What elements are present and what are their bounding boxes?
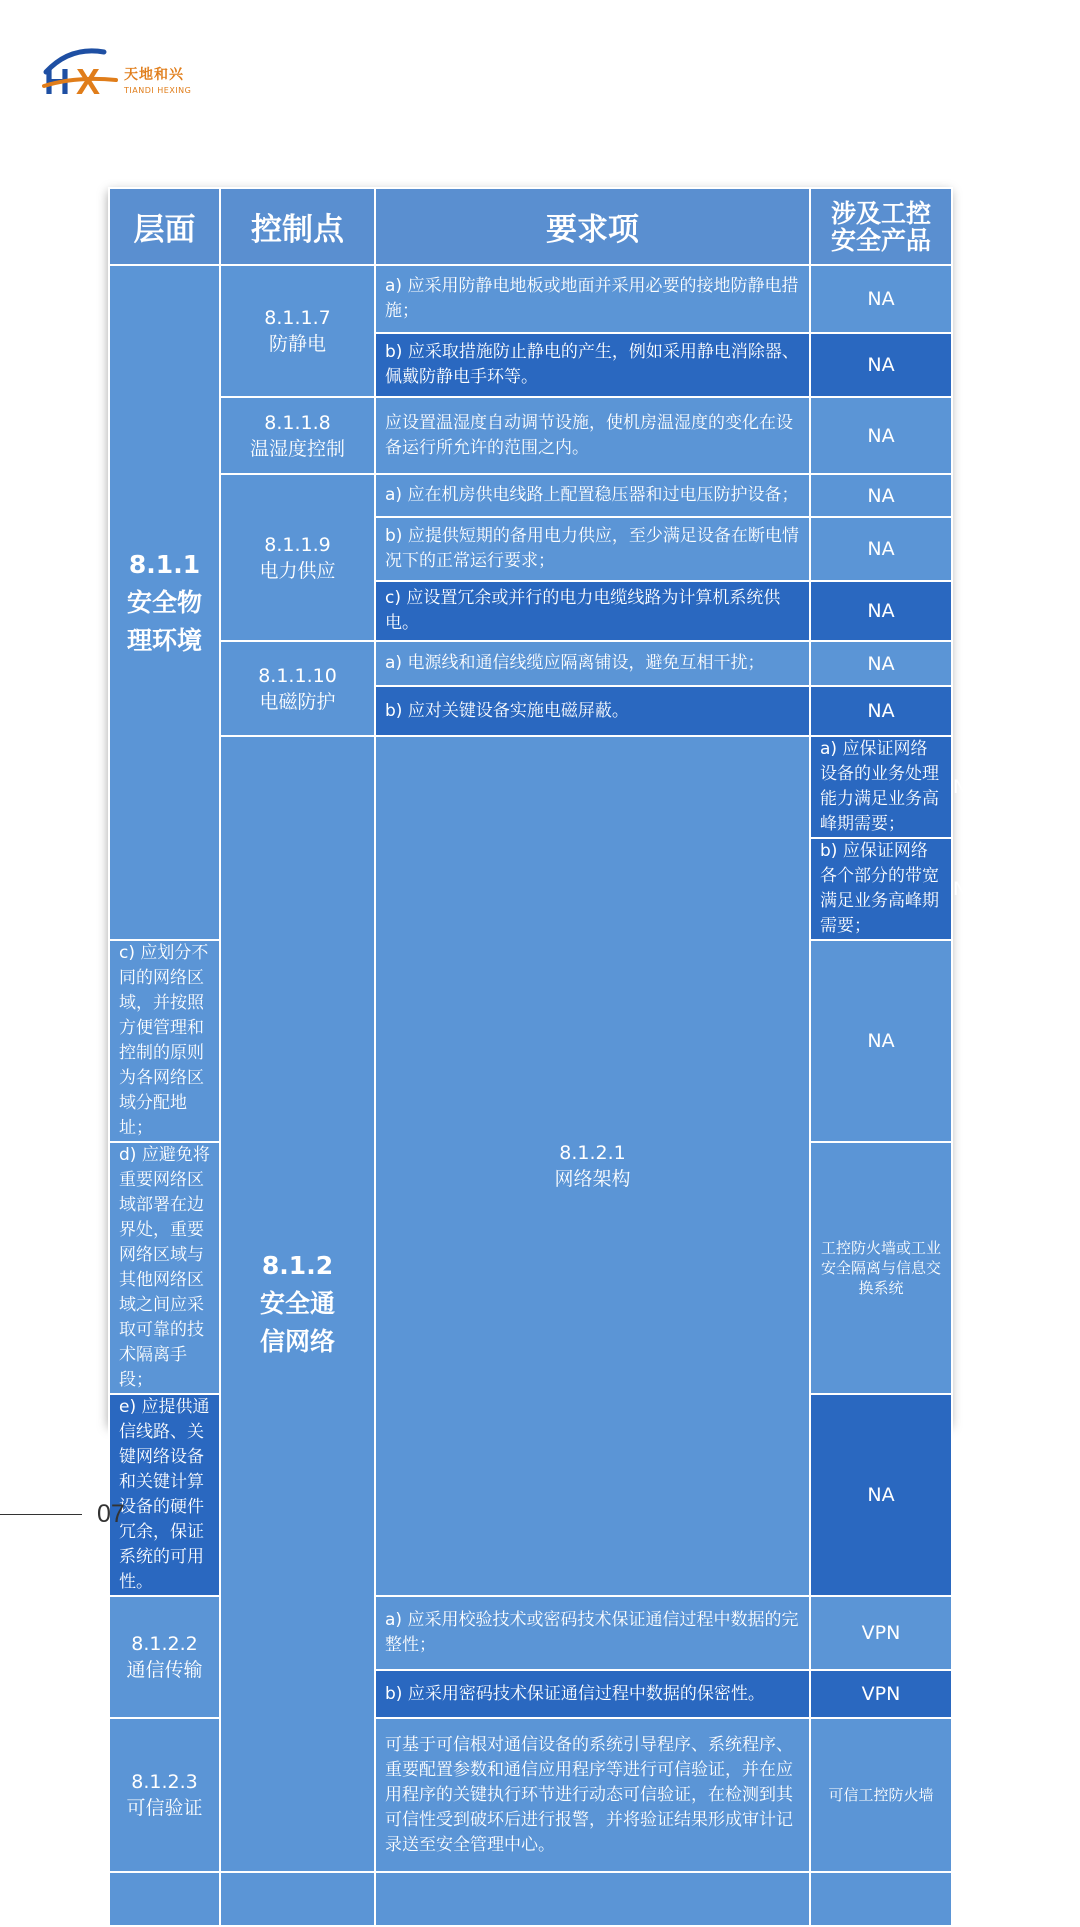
control-point-cell: 8.1.1.9 电力供应 [220,474,375,641]
product-cell: NA [810,333,952,397]
table-row [109,265,952,333]
requirement-cell: b) 应采取措施防止静电的产生，例如采用静电消除器、佩戴防静电手环等。 [375,333,810,397]
layer-cell: 8.1.2 安全通 信网络 [220,736,375,1872]
requirement-cell: d) 应避免将重要网络区域部署在边界处，重要网络区域与其他网络区域之间应采取可靠的技术隔离手段； [109,1142,220,1394]
requirement-cell: 可基于可信根对通信设备的系统引导程序、系统程序、重要配置参数和通信应用程序等进行可信验证，并在应用程序的关键执行环节进行动态可信验证，在检测到其可信性受到破坏后进行报警，并将验证结果形成审计记录送至安全管理中心。 [375,1718,810,1872]
requirement-cell: b) 应提供短期的备用电力供应，至少满足设备在断电情况下的正常运行要求； [375,517,810,581]
product-cell: VPN [810,1596,952,1670]
product-cell: NA [810,641,952,686]
requirement-cell: b) 应采用密码技术保证通信过程中数据的保密性。 [375,1670,810,1718]
product-cell: NA [810,940,952,1142]
requirement-cell: 应设置温湿度自动调节设施，使机房温湿度的变化在设备运行所允许的范围之内。 [375,397,810,474]
requirement-cell: b) 应对关键设备实施电磁屏蔽。 [375,686,810,736]
hx-logo-icon [40,42,120,102]
company-logo [40,42,200,102]
product-cell: 工控防火墙或工业安全隔离与信息交换系统 [810,1142,952,1394]
product-cell: NA [810,265,952,333]
product-cell: NA [810,581,952,641]
requirement-cell: a) 应采用防静电地板或地面并采用必要的接地防静电措施； [375,265,810,333]
header-requirement: 要求项 [375,188,810,265]
product-cell: 可信工控防火墙 [810,1718,952,1872]
control-point-cell: 8.1.2.1 网络架构 [375,736,810,1596]
header-layer: 层面 [109,188,220,265]
footer-divider [0,1514,82,1515]
requirement-cell: a) 电源线和通信线缆应隔离铺设，避免互相干扰； [375,641,810,686]
empty-cell [220,1872,375,1926]
product-cell: NA [810,517,952,581]
control-point-cell: 8.1.1.8 温湿度控制 [220,397,375,474]
control-point-cell: 8.1.1.7 防静电 [220,265,375,397]
requirement-cell: a) 应保证网络设备的业务处理能力满足业务高峰期需要； [810,736,952,838]
control-point-cell: 8.1.1.10 电磁防护 [220,641,375,736]
control-point-cell: 8.1.2.2 通信传输 [109,1596,220,1718]
requirement-cell: e) 应提供通信线路、关键网络设备和关键计算设备的硬件冗余，保证系统的可用性。 [109,1394,220,1596]
empty-cell [375,1872,810,1926]
layer-cell: 8.1.1 安全物 理环境 [109,265,220,940]
requirement-cell: a) 应在机房供电线路上配置稳压器和过电压防护设备； [375,474,810,517]
empty-cell [810,1872,952,1926]
requirement-cell: c) 应设置冗余或并行的电力电缆线路为计算机系统供电。 [375,581,810,641]
empty-table-row [109,1872,952,1926]
product-cell: VPN [810,1670,952,1718]
product-cell: NA [810,397,952,474]
svg-text:X: X [76,61,101,102]
requirement-cell: b) 应保证网络各个部分的带宽满足业务高峰期需要； [810,838,952,940]
logo-english-name: TIANDI HEXING [124,86,192,95]
control-point-cell: 8.1.2.3 可信验证 [109,1718,220,1872]
header-control-point: 控制点 [220,188,375,265]
logo-chinese-name: 天地和兴 [124,67,184,83]
table-row [109,641,952,686]
requirement-cell: a) 应采用校验技术或密码技术保证通信过程中数据的完整性； [375,1596,810,1670]
product-cell: NA [810,474,952,517]
page-number: 07 [97,1500,125,1528]
empty-cell [109,1872,220,1926]
table-row [109,397,952,474]
header-product: 涉及工控 安全产品 [810,188,952,265]
svg-text:H: H [44,61,70,102]
requirements-table [108,187,981,1927]
requirement-cell: c) 应划分不同的网络区域，并按照方便管理和控制的原则为各网络区域分配地址； [109,940,220,1142]
table-row: 8.1.2 安全通 信网络 8.1.2.1 网络架构 a) 应保证网络设备的业务处理能力满足业务高峰期需要； NA [109,736,952,838]
table-row: b) 应保证网络各个部分的带宽满足业务高峰期需要； NA [109,838,952,940]
table-header-row [109,188,952,265]
product-cell: NA [810,686,952,736]
table-row [109,474,952,517]
product-cell: NA [810,1394,952,1596]
